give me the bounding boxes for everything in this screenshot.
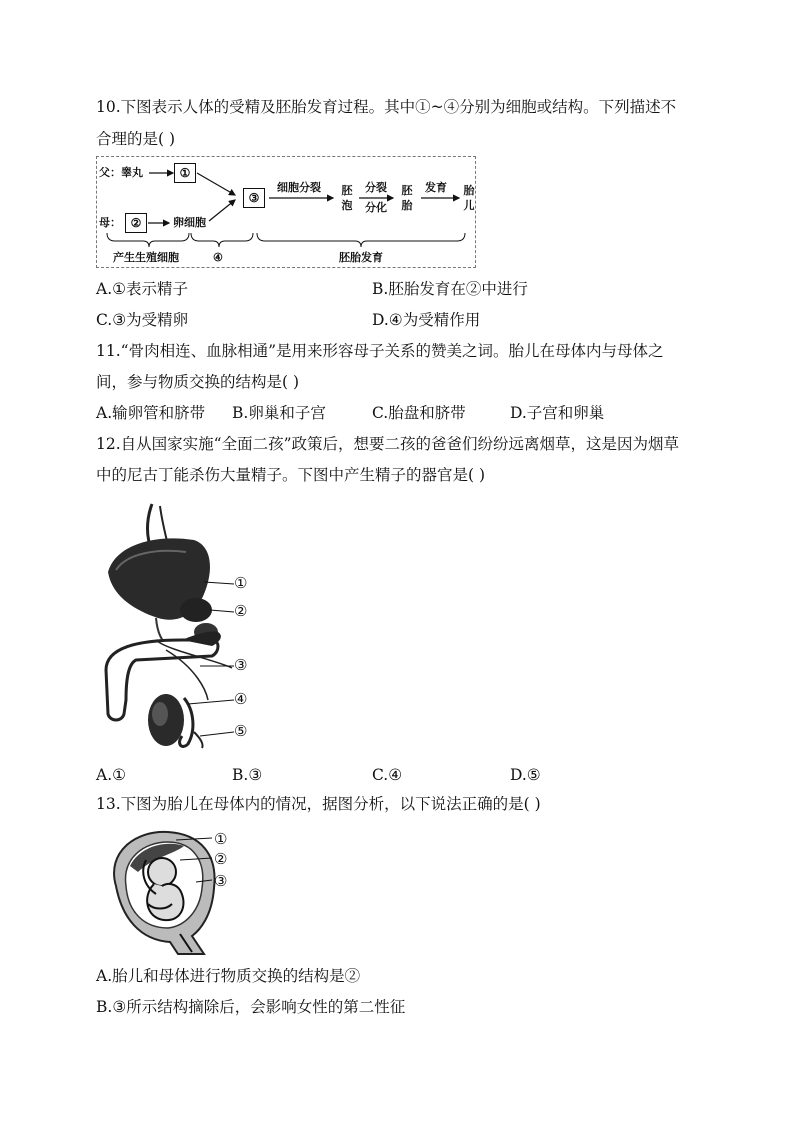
structure-1-box: ① — [174, 163, 196, 183]
mother-label: 母： — [99, 216, 121, 229]
blastocyst-char-2: 泡 — [341, 199, 353, 212]
q13-option-a[interactable]: A.胎儿和母体进行物质交换的结构是② — [96, 967, 361, 985]
fetus-char-1: 胎 — [463, 184, 475, 197]
q13-stem: 13.下图为胎儿在母体内的情况，据图分析，以下说法正确的是( ) — [96, 795, 541, 813]
differentiate-label: 分化 — [365, 201, 387, 214]
q10-flow-diagram — [96, 156, 476, 268]
q10-option-c[interactable]: C.③为受精卵 — [96, 311, 189, 329]
q13-option-b[interactable]: B.③所示结构摘除后，会影响女性的第二性征 — [96, 998, 406, 1016]
q12-option-b[interactable]: B.③ — [232, 766, 263, 784]
fetus-in-uterus-figure — [96, 826, 256, 956]
male-label-1: ① — [234, 574, 248, 592]
q12-option-d[interactable]: D.⑤ — [510, 766, 541, 784]
cell-division-label: 细胞分裂 — [277, 181, 321, 194]
q11-stem-line1: 11.“骨肉相连、血脉相通”是用来形容母子关系的赞美之词。胎儿在母体内与母体之 — [96, 342, 664, 360]
male-reproductive-drawing — [96, 500, 276, 756]
q10-stem-line1: 10.下图表示人体的受精及胚胎发育过程。其中①~④分别为细胞或结构。下列描述不 — [96, 98, 677, 116]
embryo-char-2: 胎 — [401, 199, 413, 212]
q11-stem-line2: 间，参与物质交换的结构是( ) — [96, 373, 300, 391]
split-label: 分裂 — [365, 181, 387, 194]
uterus-label-1: ① — [214, 830, 228, 848]
q10-option-b[interactable]: B.胚胎发育在②中进行 — [372, 280, 528, 298]
q11-option-a[interactable]: A.输卵管和脐带 — [96, 404, 206, 422]
q12-stem-line1: 12.自从国家实施“全面二孩”政策后，想要二孩的爸爸们纷纷远离烟草，这是因为烟草 — [96, 435, 680, 453]
brace-label-4: ④ — [213, 251, 223, 264]
embryo-char-1: 胚 — [401, 184, 413, 197]
fetus-in-uterus-drawing — [96, 826, 256, 956]
brace-label-germ-cells: 产生生殖细胞 — [113, 251, 179, 264]
q10-option-a[interactable]: A.①表示精子 — [96, 280, 189, 298]
male-reproductive-figure — [96, 500, 276, 756]
male-label-3: ③ — [234, 656, 248, 674]
egg-cell-label: 卵细胞 — [173, 216, 206, 229]
fetus-char-2: 儿 — [463, 199, 475, 212]
male-label-5: ⑤ — [234, 722, 248, 740]
q12-option-c[interactable]: C.④ — [372, 766, 403, 784]
q11-option-c[interactable]: C.胎盘和脐带 — [372, 404, 466, 422]
uterus-label-3: ③ — [214, 872, 228, 890]
male-label-2: ② — [234, 602, 248, 620]
q10-option-d[interactable]: D.④为受精作用 — [372, 311, 481, 329]
structure-2-box: ② — [125, 213, 147, 233]
q10-stem-line2: 合理的是( ) — [96, 130, 176, 148]
uterus-label-2: ② — [214, 850, 228, 868]
q12-stem-line2: 中的尼古丁能杀伤大量精子。下图中产生精子的器官是( ) — [96, 466, 486, 484]
brace-label-embryo-development: 胚胎发育 — [339, 251, 383, 264]
develop-label: 发育 — [425, 181, 447, 194]
structure-3-box: ③ — [243, 188, 265, 208]
q12-option-a[interactable]: A.① — [96, 766, 127, 784]
blastocyst-char-1: 胚 — [341, 184, 353, 197]
father-testis-label: 父：睾丸 — [99, 166, 143, 179]
q11-option-d[interactable]: D.子宫和卵巢 — [510, 404, 605, 422]
male-label-4: ④ — [234, 690, 248, 708]
q11-option-b[interactable]: B.卵巢和子宫 — [232, 404, 326, 422]
